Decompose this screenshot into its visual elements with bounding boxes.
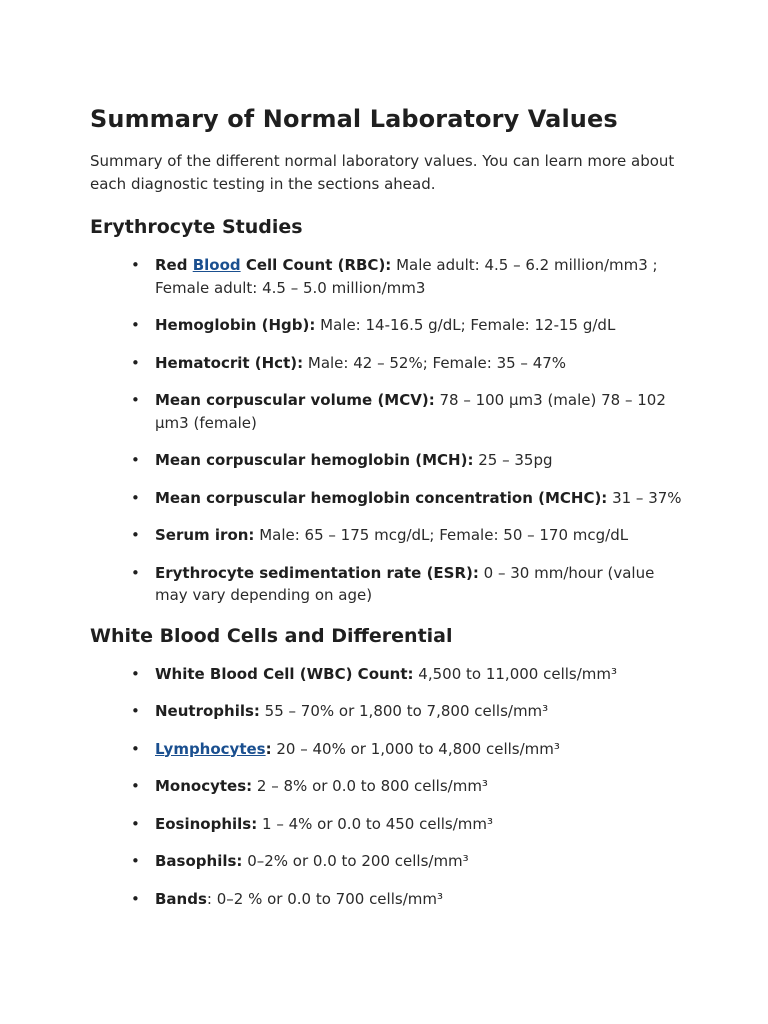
list-item-hgb	[90, 314, 690, 337]
item-value: : 0–2 % or 0.0 to 700 cells/mm³	[206, 889, 443, 908]
item-label: Erythrocyte sedimentation rate (ESR):	[155, 563, 479, 582]
item-value: Male adult: 4.5 – 6.2 million/mm3 ; Female adult: 4.5 – 5.0 million/mm3	[155, 256, 658, 297]
item-label: Hematocrit (Hct):	[155, 353, 304, 372]
item-value: 25 – 35pg	[473, 451, 553, 469]
item-value: Male: 42 – 52%; Female: 35 – 47%	[303, 353, 567, 372]
item-value: 78 – 100 μm3 (male) 78 – 102 μm3 (female)	[155, 391, 666, 432]
list-item-mcv	[90, 389, 690, 434]
item-value: 4,500 to 11,000 cells/mm³	[413, 664, 618, 683]
list-item-mchc	[90, 487, 690, 510]
item-value: 2 – 8% or 0.0 to 800 cells/mm³	[252, 777, 488, 795]
list-item-mch	[90, 449, 690, 472]
bullet-icon: •	[131, 777, 140, 795]
item-label: Mean corpuscular hemoglobin (MCH):	[155, 451, 474, 469]
item-label: Hemoglobin (Hgb):	[155, 316, 316, 334]
lymphocytes-link[interactable]: Lymphocytes	[155, 739, 266, 758]
item-label: Monocytes:	[155, 777, 253, 795]
list-item-hct	[90, 352, 690, 375]
bullet-icon: •	[131, 451, 140, 469]
item-label-prefix: Red	[155, 256, 193, 274]
bullet-icon: •	[131, 739, 140, 758]
item-value: 31 – 37%	[607, 488, 682, 507]
item-label: :	[265, 739, 272, 758]
bullet-icon: •	[131, 664, 140, 683]
bullet-icon: •	[131, 391, 140, 409]
list-item-basophils	[90, 850, 690, 873]
item-value: Male: 65 – 175 mcg/dL; Female: 50 – 170 mcg/dL	[254, 526, 629, 544]
list-item-serum-iron	[90, 524, 690, 547]
item-label: Basophils:	[155, 852, 243, 870]
bullet-icon: •	[131, 889, 140, 908]
item-value: 20 – 40% or 1,000 to 4,800 cells/mm³	[271, 739, 560, 758]
bullet-icon: •	[131, 563, 140, 582]
page-title: Summary of Normal Laboratory Values	[90, 105, 618, 133]
bullet-icon: •	[131, 488, 140, 507]
intro-paragraph: Summary of the different normal laboratory values. You can learn more about each diagnostic testing in the sections ahead.	[90, 152, 675, 193]
bullet-icon: •	[131, 852, 140, 870]
wbc-list	[90, 663, 690, 911]
section-heading-erythrocyte: Erythrocyte Studies	[90, 216, 303, 238]
item-label: White Blood Cell (WBC) Count:	[155, 664, 414, 683]
item-label: Eosinophils:	[155, 814, 258, 833]
bullet-icon: •	[131, 316, 140, 334]
bullet-icon: •	[131, 702, 140, 720]
item-value: 1 – 4% or 0.0 to 450 cells/mm³	[257, 814, 494, 833]
item-label: Neutrophils:	[155, 702, 260, 720]
item-label: Mean corpuscular volume (MCV):	[155, 391, 435, 409]
bullet-icon: •	[131, 256, 140, 274]
list-item-eosinophils	[90, 813, 690, 836]
item-value: Male: 14-16.5 g/dL; Female: 12-15 g/dL	[315, 316, 616, 334]
bullet-icon: •	[131, 353, 140, 372]
bullet-icon: •	[131, 814, 140, 833]
list-item-lymphocytes	[90, 738, 690, 761]
item-label: Bands	[155, 889, 207, 908]
item-value: 55 – 70% or 1,800 to 7,800 cells/mm³	[259, 702, 549, 720]
section-heading-wbc: White Blood Cells and Differential	[90, 624, 453, 647]
bullet-icon: •	[131, 526, 140, 544]
item-label: Cell Count (RBC):	[240, 256, 392, 274]
item-value: 0 – 30 mm/hour (value may vary depending on age)	[155, 563, 655, 604]
item-label: Mean corpuscular hemoglobin concentration (MCHC):	[155, 488, 608, 507]
item-value: 0–2% or 0.0 to 200 cells/mm³	[242, 852, 469, 870]
list-item-neutrophils	[90, 700, 690, 723]
item-label: Serum iron:	[155, 526, 255, 544]
list-item-monocytes	[90, 775, 690, 798]
list-item-esr	[90, 562, 690, 607]
list-item-bands	[90, 888, 690, 911]
erythrocyte-list	[90, 254, 690, 607]
list-item-rbc	[90, 254, 690, 299]
blood-link[interactable]: Blood	[192, 256, 241, 274]
document-page	[90, 98, 690, 925]
list-item-wbc-count	[90, 663, 690, 686]
